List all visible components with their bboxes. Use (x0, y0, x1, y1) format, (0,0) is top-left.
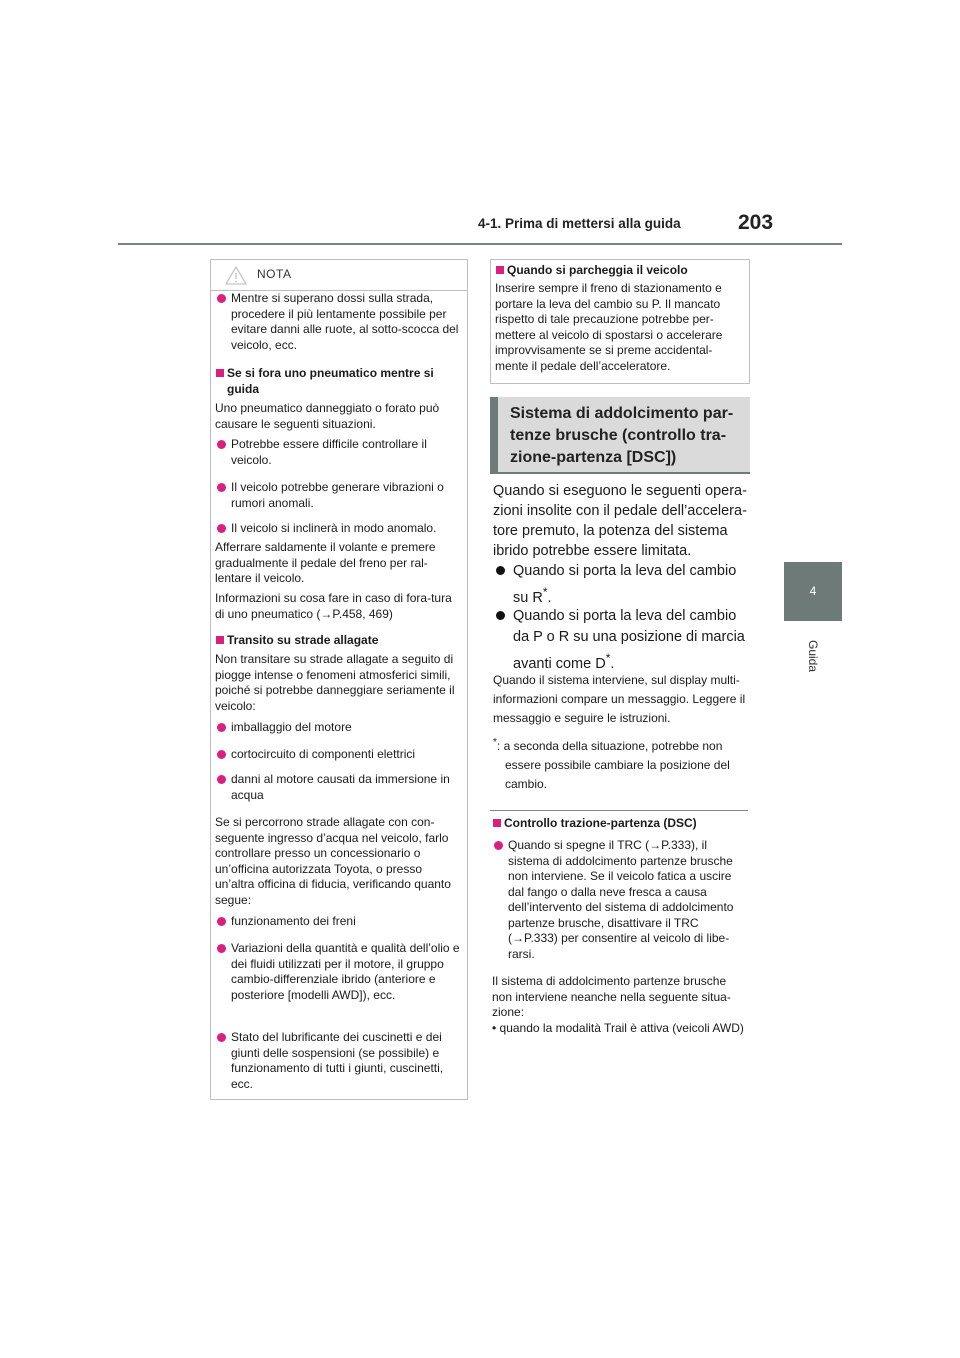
dsc-control-list-item: • quando la modalità Trail è attiva (veicoli AWD) (492, 1021, 744, 1035)
allagate-intro: Non transitare su strade allagate a seguito di piogge intense o fenomeni atmosferici simili, poiché si potrebbe danneggiare seriamente il veicolo: (215, 652, 455, 713)
dsc-bullet (493, 561, 753, 609)
dsc-bullet-text: Quando si porta la leva del cambio su R (513, 563, 737, 606)
allagate-bullet: Stato del lubrificante dei cuscinetti e dei giunti delle sospensioni (se possibile) e funzionamento di tutti i giunti, cuscinetti, ecc. (215, 1030, 467, 1092)
pneumatico-bullet: Il veicolo si inclinerà in modo anomalo. (215, 521, 467, 537)
allagate-text: Se si percorrono strade allagate con con-seguente ingresso d’acqua nel veicolo, farlo controllare presso un concessionario o un’officina autorizzata Toyota, o presso un’altra officina di fiducia, verificando quanto segue: (215, 815, 451, 907)
dsc-bullet-text: Quando si porta la leva del cambio da P o R su una posizione di marcia avanti come D (513, 608, 745, 672)
pneumatico-bullet: Il veicolo potrebbe generare vibrazioni o rumori anomali. (215, 480, 467, 511)
heading-pneumatico: Se si fora uno pneumatico mentre si guida (215, 366, 463, 397)
section-title: 4-1. Prima di mettersi alla guida (478, 216, 681, 231)
dsc-note: Quando il sistema interviene, sul display multi-informazioni compare un messaggio. Leggere il messaggio e seguire le istruzioni. (493, 673, 746, 725)
dsc-intro: Quando si eseguono le seguenti opera-zioni insolite con il pedale dell’accelera-tore premuto, la potenza del sistema ibrido potrebbe essere limitata. (493, 483, 747, 559)
dsc-bullet-end: . (547, 589, 552, 606)
section-divider (490, 810, 748, 811)
nota-header (211, 260, 467, 291)
dsc-section-title: Sistema di addolcimento par-tenze brusche (controllo tra-zione-partenza [DSC]) (510, 405, 734, 466)
footnote-mark: * (605, 651, 611, 665)
nota-label: NOTA (257, 267, 292, 281)
allagate-bullet: Variazioni della quantità e qualità dell’olio e dei fluidi utilizzati per il motore, il gruppo cambio-differenziale ibrido (anteriore e posteriore [modelli AWD]), ecc. (215, 941, 467, 1003)
dsc-control-section (490, 814, 752, 1064)
nota-bullet: Mentre si superano dossi sulla strada, procedere il più lentamente possibile per evitare danni alle ruote, al sotto-scocca del veicolo, ecc. (215, 291, 467, 353)
warning-triangle-icon (225, 266, 247, 285)
dsc-control-text: Il sistema di addolcimento partenze brusche non interviene neanche nella seguente situa-zione: (492, 974, 731, 1019)
footnote-text: : a seconda della situazione, potrebbe non essere possibile cambiare la posizione del cambio. (496, 739, 730, 791)
dsc-bullet-end: . (610, 655, 615, 672)
dsc-bullet (493, 606, 753, 675)
header-rule (118, 243, 842, 245)
allagate-bullet: funzionamento dei freni (215, 914, 467, 930)
allagate-bullet: imballaggio del motore (215, 720, 467, 736)
parking-heading: Quando si parcheggia il veicolo (495, 263, 747, 279)
dsc-footnote (493, 733, 759, 794)
heading-allagate: Transito su strade allagate (215, 633, 463, 649)
chapter-label-text: Guida (806, 639, 820, 673)
parking-text: Inserire sempre il freno di stazionamento e portare la leva del cambio su P. Il mancato rispetto di tale precauzione potrebbe per-mettere al veicolo di spostarsi o accelerare improvvisamente se si preme accidental-mente il pedale dell’acceleratore. (495, 281, 723, 373)
dsc-control-bullet: Quando si spegne il TRC (→P.333), il sistema di addolcimento partenze brusche non interviene. Se il veicolo fatica a uscire dal fango o dalla neve fresca a causa dell’intervento del sistema di addolcimento partenze brusche, disattivare il TRC (→P.333) per consentire al veicolo di libe-rarsi. (492, 838, 750, 962)
pneumatico-bullet: Potrebbe essere difficile controllare il veicolo. (215, 437, 467, 468)
pneumatico-text: Afferrare saldamente il volante e premere gradualmente il pedale del freno per ral-lentare il veicolo. (215, 540, 436, 585)
page-number: 203 (738, 211, 774, 234)
parking-box (490, 259, 750, 384)
nota-box (210, 259, 468, 1100)
pneumatico-intro: Uno pneumatico danneggiato o forato può causare le seguenti situazioni. (215, 401, 440, 431)
footnote-mark: * (542, 585, 548, 599)
dsc-control-heading: Controllo trazione-partenza (DSC) (492, 816, 754, 832)
dsc-section-heading-box (490, 397, 750, 474)
pneumatico-text: Informazioni su cosa fare in caso di fora-tura di uno pneumatico (→P.458, 469) (215, 591, 452, 621)
allagate-bullet: cortocircuito di componenti elettrici (215, 747, 467, 763)
allagate-bullet: danni al motore causati da immersione in acqua (215, 772, 467, 803)
footnote-mark: * (493, 737, 497, 748)
chapter-tab[interactable]: 4 (784, 562, 842, 621)
chapter-label (784, 631, 842, 681)
